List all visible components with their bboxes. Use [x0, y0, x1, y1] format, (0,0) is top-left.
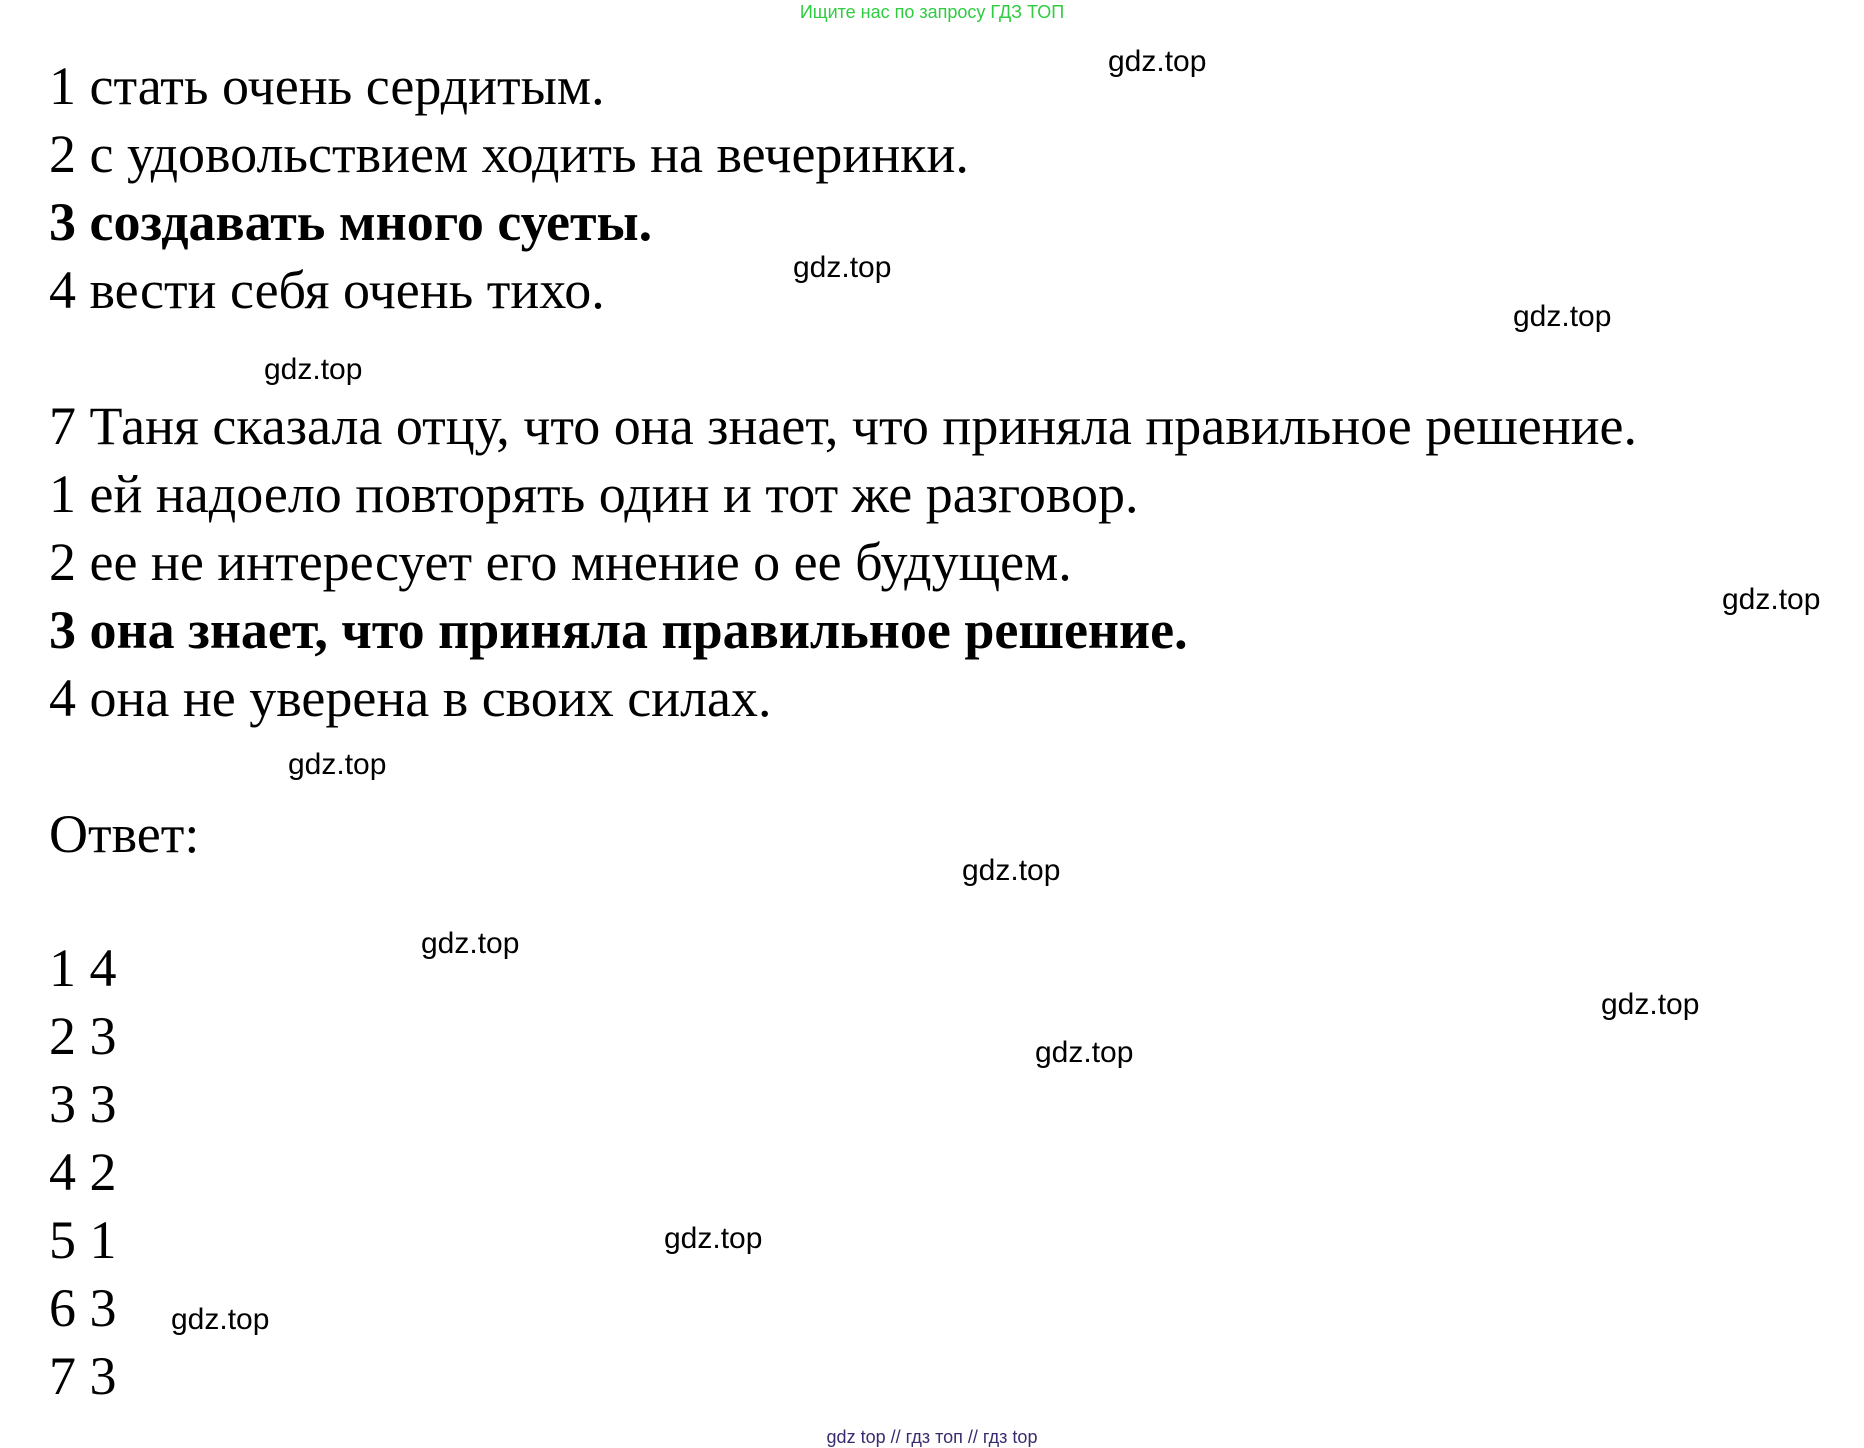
watermark: gdz.top	[793, 251, 892, 284]
watermark: gdz.top	[962, 854, 1061, 887]
option-line: 4 она не уверена в своих силах.	[49, 668, 772, 728]
option-line: 1 ей надоело повторять один и тот же разговор.	[49, 464, 1139, 524]
answer-row: 4 2	[49, 1142, 117, 1202]
answer-row: 1 4	[49, 938, 117, 998]
watermark: gdz.top	[1513, 300, 1612, 333]
footer-watermark: gdz top // гдз топ // гдз top	[826, 1427, 1038, 1447]
question-line: 7 Таня сказала отцу, что она знает, что приняла правильное решение.	[49, 396, 1638, 456]
watermark: gdz.top	[1108, 45, 1207, 78]
answer-row: 2 3	[49, 1006, 117, 1066]
watermark: gdz.top	[421, 927, 520, 960]
option-line: 4 вести себя очень тихо.	[49, 260, 605, 320]
answer-label: Ответ:	[49, 804, 200, 864]
answer-row: 3 3	[49, 1074, 117, 1134]
watermark: gdz.top	[664, 1222, 763, 1255]
option-line: 1 стать очень сердитым.	[49, 56, 605, 116]
answer-row: 6 3	[49, 1278, 117, 1338]
correct-option-line: 3 создавать много суеты.	[49, 192, 653, 252]
watermark: gdz.top	[1722, 583, 1821, 616]
watermark: gdz.top	[171, 1303, 270, 1336]
watermark: gdz.top	[264, 353, 363, 386]
top-banner: Ищите нас по запросу ГДЗ ТОП	[799, 2, 1065, 22]
option-line: 2 ее не интересует его мнение о ее будущем.	[49, 532, 1072, 592]
answer-row: 7 3	[49, 1346, 117, 1406]
watermark: gdz.top	[1035, 1036, 1134, 1069]
answer-row: 5 1	[49, 1210, 117, 1270]
correct-option-line: 3 она знает, что приняла правильное решение.	[49, 600, 1188, 660]
watermark: gdz.top	[288, 748, 387, 781]
watermark: gdz.top	[1601, 988, 1700, 1021]
option-line: 2 с удовольствием ходить на вечеринки.	[49, 124, 969, 184]
